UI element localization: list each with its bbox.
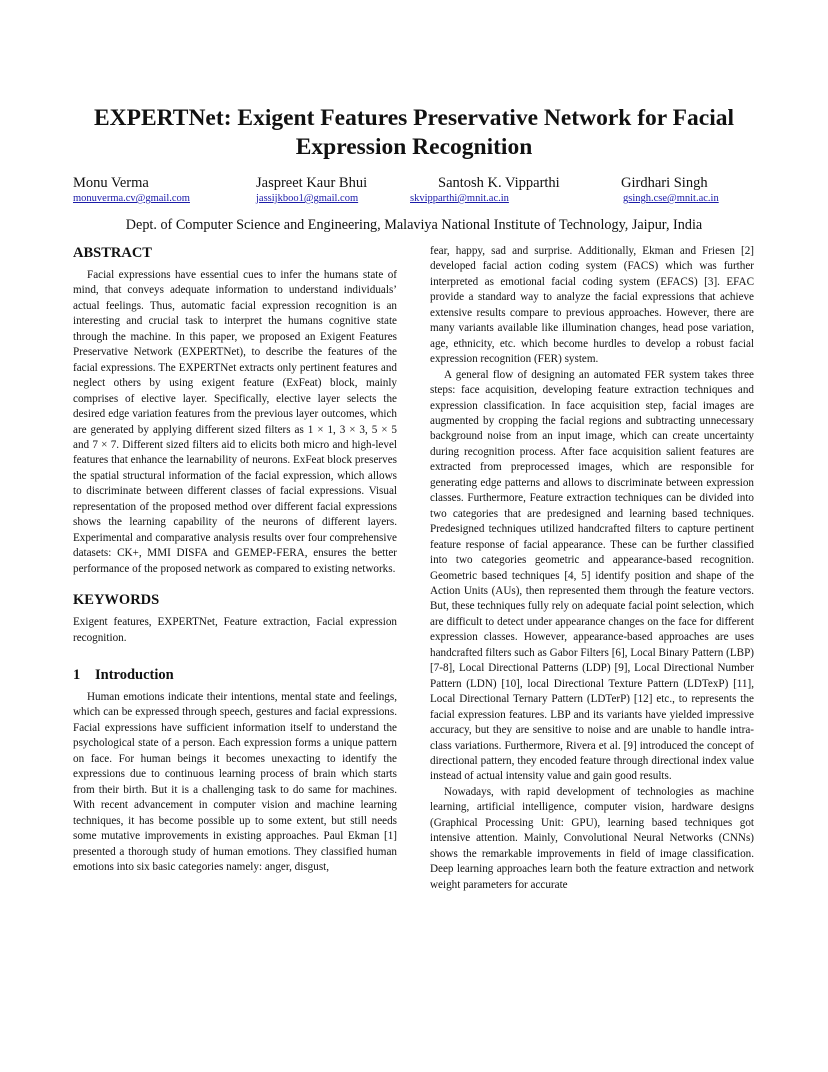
abstract-heading: ABSTRACT (73, 245, 152, 261)
section-heading-introduction (73, 666, 397, 684)
intro-paragraph-continued: fear, happy, sad and surprise. Additionally, Ekman and Friesen [2] developed facial action coding system (FACS) which was further interpreted as emotional facial coding system (EFACS) [3]. EFAC provide a standard way to analyze the facial expressions that achieve extensive results compare to previous approaches. However, there are many variants available like illumination changes, head pose variation, age, ethnicity, etc. which become hurdles to develop a robust facial expression recognition (FER) system. (430, 245, 754, 366)
author-name: Santosh K. Vipparthi (438, 175, 560, 191)
right-column (430, 244, 754, 893)
spacer (73, 577, 397, 591)
author-email-link[interactable]: skvipparthi@mnit.ac.in (410, 193, 509, 204)
keywords-heading: KEYWORDS (73, 592, 160, 609)
author-email-link[interactable]: jassijkboo1@gmail.com (256, 193, 359, 204)
intro-paragraph: Human emotions indicate their intentions, mental state and feelings, which can be expressed through speech, gestures and facial expressions. Facial expressions have sufficient information itself to understand the psychological state of a person. Each expression forms a unique pattern on face. For human beings it becomes unexacting to identify the expressions due to continuous learning process of brain which starts from their birth. But it is a challenging task to do same for machines. With recent advancement in computer vision and machine learning techniques, it has become possible up to some extent, but still needs some mutative improvements in existing approaches. Paul Ekman [1] presented a thorough study of human emotions. They classified human emotions into six basic categories namely: anger, disgust, (73, 690, 397, 873)
intro-paragraph: A general flow of designing an automated FER system takes three steps: face acquisition, developing feature extraction techniques and expression classification. In face acquisition step, facial images are augmented by cropping the facial regions and subtracting unnecessary background noise from an input image, which can create uncertainty during recognition process. After face acquisition salient features are extracted from preprocessed images, which are responsible for generating edge patterns and allows to discriminate between expression classes. Furthermore, Feature extraction techniques can be divided into two categories that are predesigned and learning based techniques. Predesigned techniques utilized handcrafted filters to capture pertinent feature response of facial appearance. These can be further classified into two categories geometric and appearance-based recognition. Geometric based techniques [4, 5] identify position and shape of the Action Units (AUs), then represented them through the feature vectors. But, these techniques fully rely on adequate facial point selection, which are difficult to detect under appearance changes on the face for different expression classes. However, appearance-based approaches are uses handcrafted filters such as Gabor Filters [6], Local Binary Pattern (LBP) [7-8], Local Directional Patterns (LDP) [9], Local Directional Number Pattern (LDN) [10], local Directional Texture Pattern (LDTexP) [11], Local Directional Ternary Pattern (LDTerP) [12] etc., to represents the facial expression features. LBP and its variants have yielded impressive accuracy, but they are sensitive to noise and are unable to handle intra-class variations. Furthermore, Rivera et al. [9] introduced the concept of directional pattern, they encoded feature through directional index value instead of actual intensity value and gain good results. (430, 368, 754, 783)
paper-title: EXPERTNet: Exigent Features Preservative Network for Facial Expression Recognition (93, 105, 735, 160)
left-column (73, 244, 397, 875)
section-number: 1 (73, 666, 81, 683)
author-name: Jaspreet Kaur Bhui (256, 175, 368, 191)
intro-paragraph: Nowadays, with rapid development of technologies as machine learning, artificial intelligence, computer vision, hardware designs (Graphical Processing Unit: GPU), learning based techniques got intensive attention. Mainly, Convolutional Neural Networks (CNNs) shows the remarkable improvements in field of image classification. Deep learning approaches learn both the feature extraction and network weight parameters for accurate (430, 785, 754, 891)
author-name: Girdhari Singh (621, 175, 708, 191)
author-block (621, 175, 801, 205)
section-title: Introduction (95, 666, 174, 683)
author-email-link[interactable]: gsingh.cse@mnit.ac.in (623, 193, 719, 204)
author-block (410, 175, 618, 205)
author-name: Monu Verma (73, 175, 149, 191)
affiliation: Dept. of Computer Science and Engineering, Malaviya National Institute of Technology, Jaipur, India (125, 217, 703, 233)
author-email-link[interactable]: monuverma.cv@gmail.com (73, 193, 190, 204)
keywords-text: Exigent features, EXPERTNet, Feature extraction, Facial expression recognition. (73, 616, 397, 644)
abstract-text: Facial expressions have essential cues to infer the humans state of mind, that conveys adequate information to understand individuals’ actual feelings. Thus, automatic facial expression recognition is an interesting and crucial task to interpret the humans cognitive state through the machine. In this paper, we proposed an Exigent Features Preservative Network (EXPERTNet), to describe the features of the facial expressions. The EXPERTNet extracts only pertinent features and neglect others by using exigent feature (ExFeat) block, mainly comprises of elective layer. Specifically, elective layer selects the desired edge variation features from the previous layer outcomes, which are generated by applying different sized filters as 1 × 1, 3 × 3, 5 × 5 and 7 × 7. Different sized filters aid to elicits both micro and high-level features that enhance the learnability of neurons. ExFeat block preserves the spatial structural information of the facial expression, which allows to discriminate between different classes of facial expressions. Visual representation of the proposed method over different facial expressions shows the learning capability of the neurons of different layers. Experimental and comparative analysis results over four comprehensive datasets: CK+, MMI DISFA and GEMEP-FERA, ensures the better performance of the proposed network as compared to existing networks. (73, 269, 397, 575)
author-block (256, 175, 436, 205)
author-block (73, 175, 253, 205)
spacer (73, 646, 397, 666)
